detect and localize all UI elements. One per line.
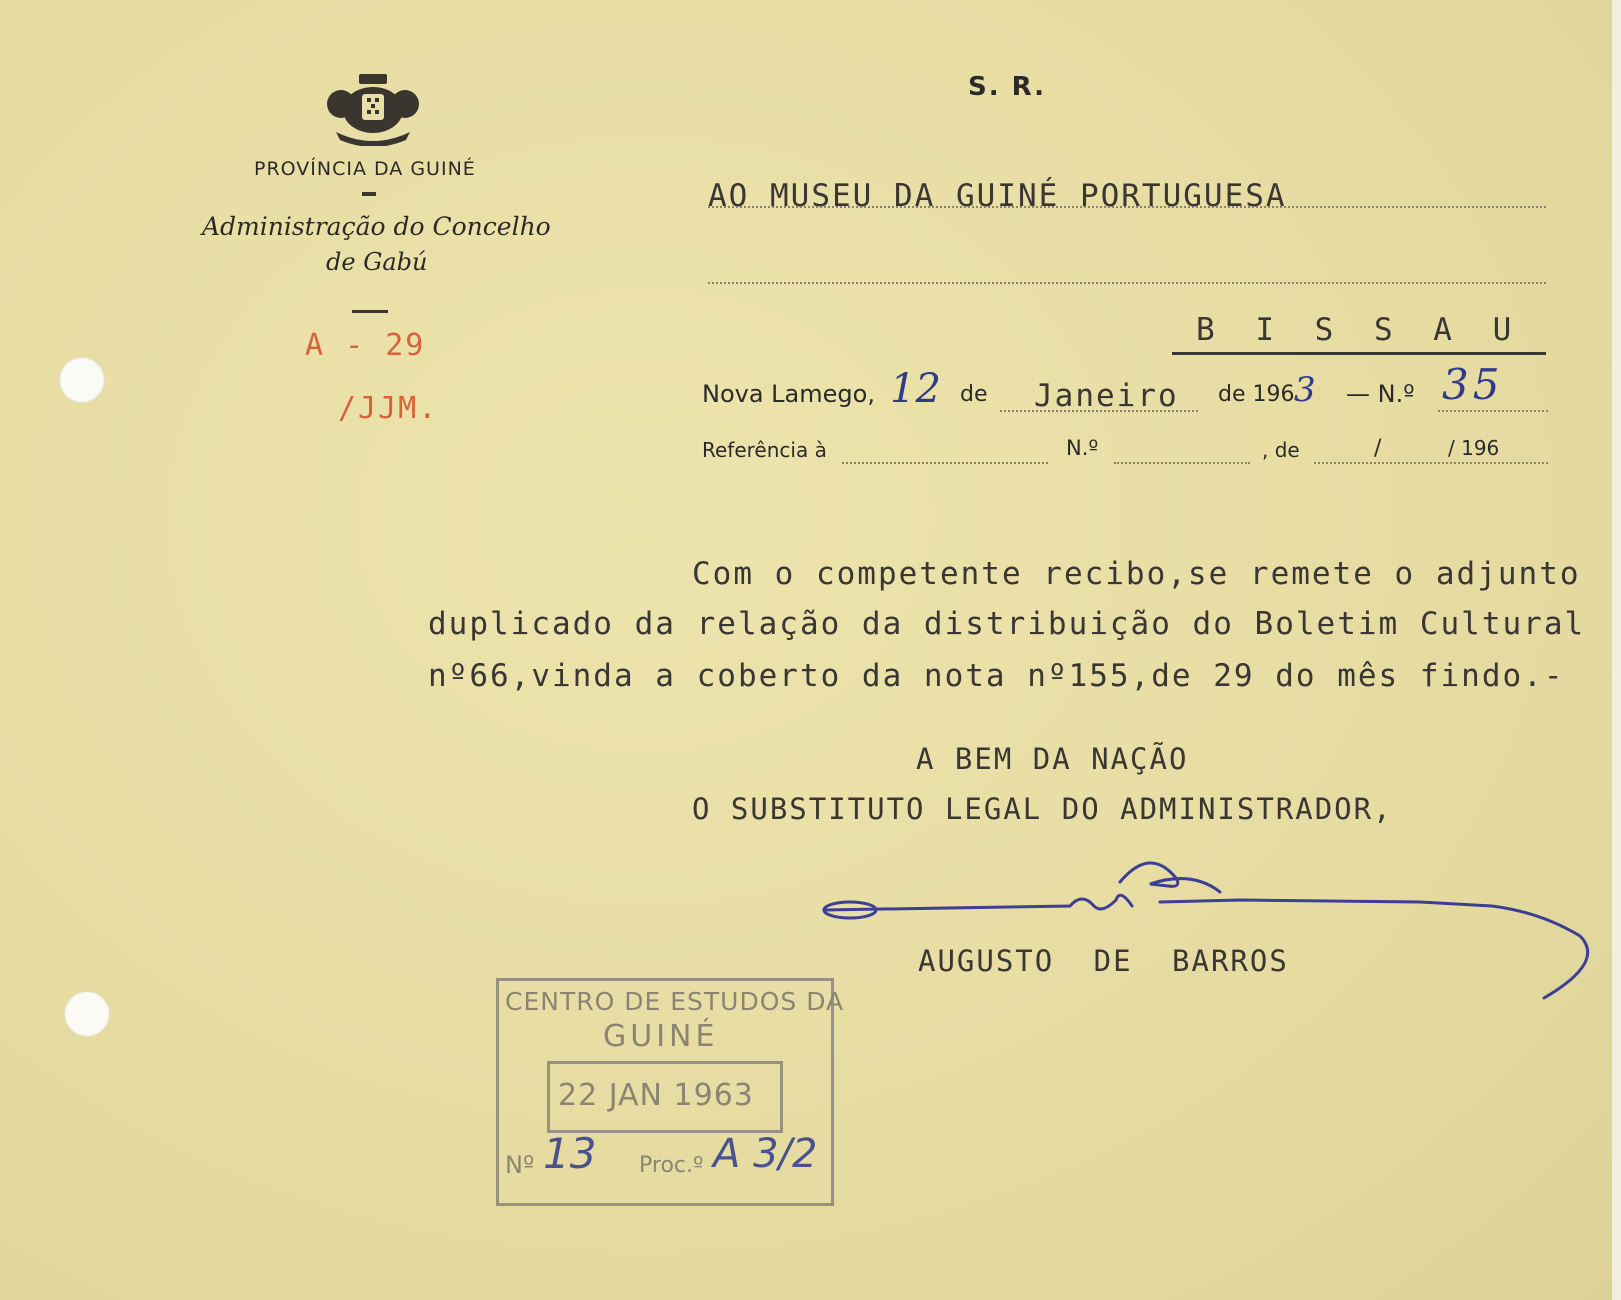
signatory-name: AUGUSTO DE BARROS [918,944,1289,978]
addressee-dotted-line [708,206,1546,208]
stamp-no-value: 13 [543,1129,597,1178]
reference-no-dotted-line [1114,462,1250,464]
administration-line-1: Administração do Concelho [202,212,551,241]
province-heading: PROVÍNCIA DA GUINÉ [254,158,476,180]
body-line-3: nº66,vinda a coberto da nota nº155,de 29 do mês findo.- [428,658,1565,694]
addressee-city: B I S S A U [1196,312,1514,348]
punch-hole-top [59,357,105,403]
handwritten-number: 35 [1442,360,1504,409]
reference-de-label: , de [1262,438,1300,462]
stamp-proc-value: A 3/2 [713,1131,818,1177]
reference-year-label: / 196 [1448,436,1500,460]
reference-label: Referência à [702,438,827,462]
paper-edge [1612,0,1621,1300]
file-code: A - 29 [305,328,426,363]
de-label: de [960,382,988,407]
heading-divider [362,192,376,196]
archive-stamp [496,978,845,1206]
stamp-line-2: GUINÉ [603,1019,719,1054]
place-label: Nova Lamego, [702,380,875,408]
number-label: — N.º [1346,380,1415,408]
body-line-2: duplicado da relação da distribuição do Boletim Cultural [428,606,1586,642]
handwritten-year-digit: 3 [1294,370,1316,410]
addressee-line: AO MUSEU DA GUINÉ PORTUGUESA [708,178,1287,214]
reference-slash: / [1374,436,1382,461]
stamp-no-label: Nº [505,1151,535,1179]
body-line-1: Com o competente recibo,se remete o adjunto [692,556,1581,592]
closing-role: O SUBSTITUTO LEGAL DO ADMINISTRADOR, [692,792,1393,826]
handwritten-signature [820,852,1602,1002]
coat-of-arms-emblem [326,74,420,146]
year-prefix: de 196 [1218,382,1295,407]
typed-month: Janeiro [1034,378,1179,414]
stamp-proc-label: Proc.º [639,1153,704,1178]
stamp-date-box [547,1061,783,1133]
divider-line [352,310,388,313]
stamp-date: 22 JAN 1963 [558,1078,754,1113]
closing-salutation: A BEM DA NAÇÃO [916,742,1189,776]
typist-initials: /JJM. [338,391,439,426]
handwritten-day: 12 [890,366,941,412]
service-mark: S. R. [968,72,1047,102]
stamp-line-1: CENTRO DE ESTUDOS DA [505,987,845,1016]
administration-line-2: de Gabú [326,248,428,276]
city-underline [1172,352,1546,355]
addressee-dotted-line-2 [708,282,1546,284]
number-dotted-line [1438,410,1548,412]
reference-date-dotted-line [1314,462,1548,464]
reference-dotted-line [842,462,1048,464]
punch-hole-bottom [64,991,110,1037]
reference-no-label: N.º [1066,436,1099,460]
